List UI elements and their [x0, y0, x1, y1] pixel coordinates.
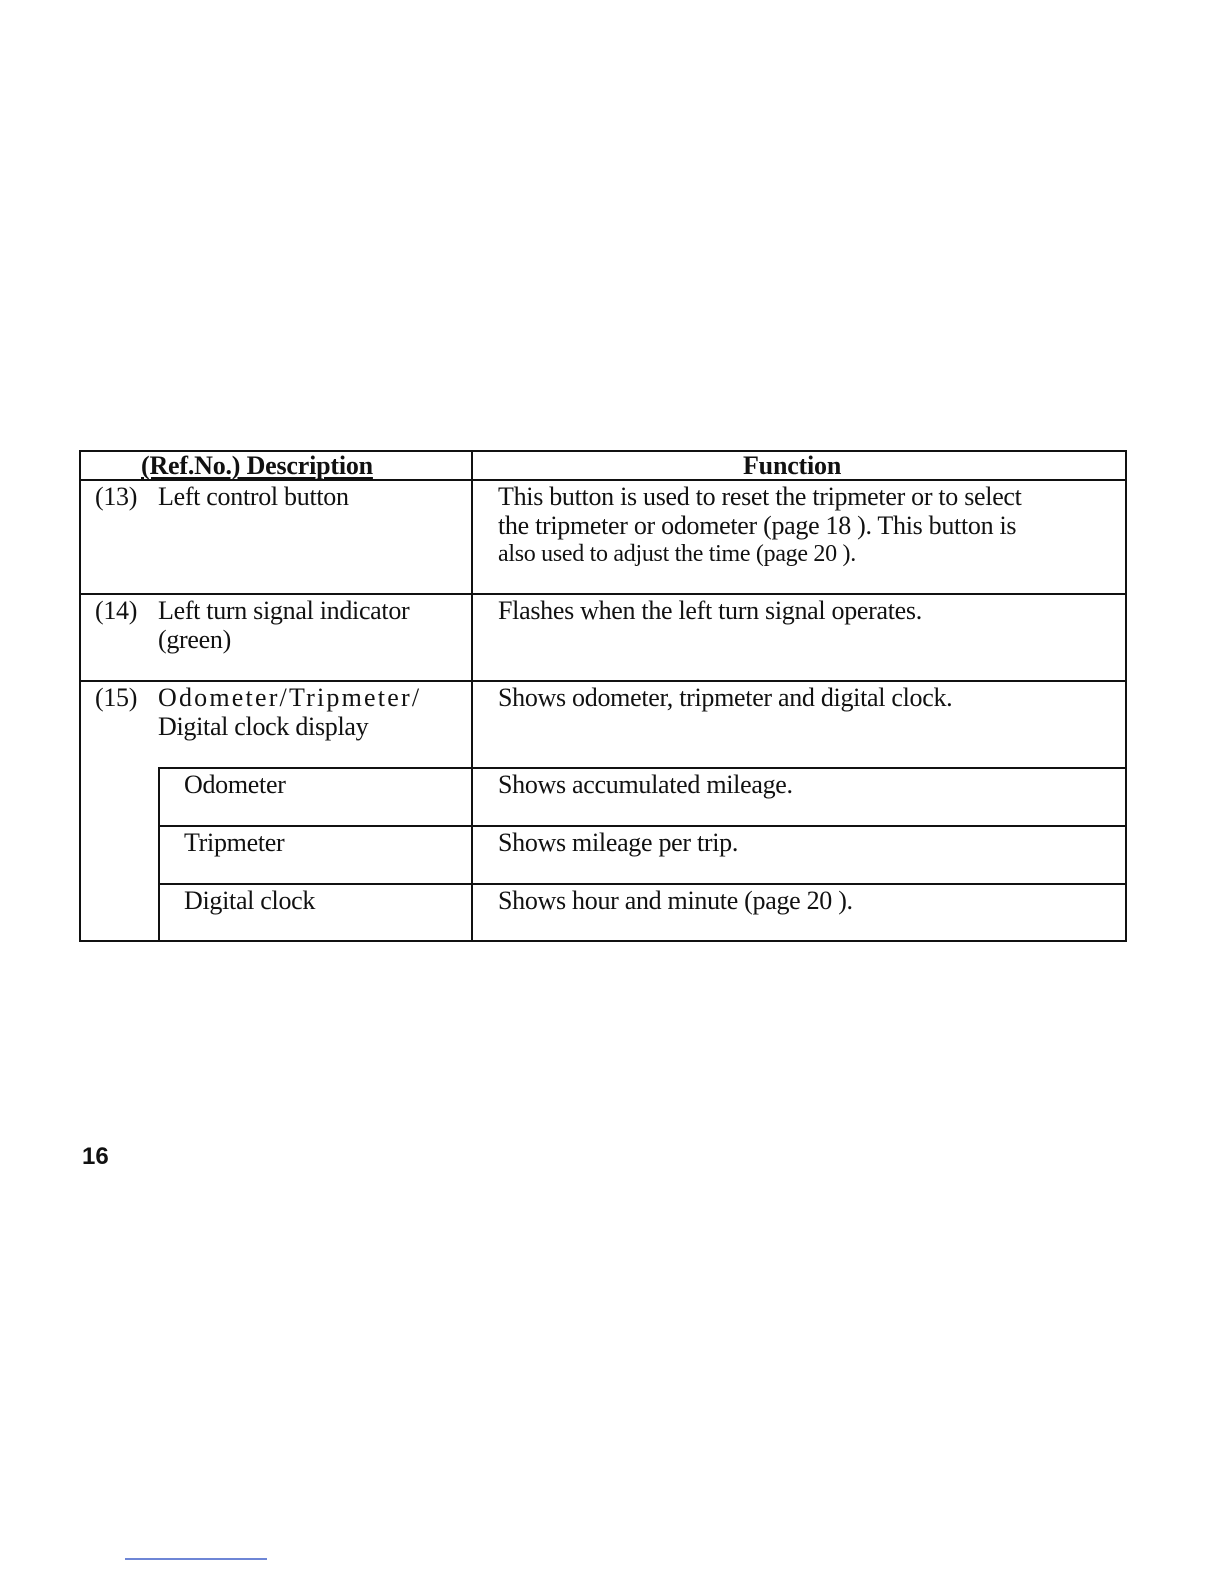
- ref-number: (15): [95, 683, 138, 712]
- description-text: (green): [158, 625, 231, 654]
- function-text: This button is used to reset the tripmeter or to select: [498, 482, 1022, 511]
- description-text: Digital clock display: [158, 712, 369, 741]
- description-text: Left control button: [158, 482, 349, 511]
- description-text: Odometer/Tripmeter/: [158, 683, 422, 712]
- subrow-function: Shows accumulated mileage.: [498, 770, 793, 799]
- description-column-header: (Ref.No.) Description: [141, 451, 373, 480]
- row-divider: [81, 680, 1125, 682]
- subrow-divider: [158, 883, 1125, 885]
- subrow-divider: [158, 767, 1125, 769]
- subrow-label: Tripmeter: [184, 828, 285, 857]
- ref-number: (13): [95, 482, 138, 511]
- column-divider: [471, 452, 473, 940]
- subrow-divider: [158, 825, 1125, 827]
- function-text: Shows odometer, tripmeter and digital clock.: [498, 683, 953, 712]
- subrow-left-border: [158, 767, 160, 940]
- subrow-label: Digital clock: [184, 886, 316, 915]
- function-column-header: Function: [743, 451, 842, 480]
- function-text: also used to adjust the time (page 20 ).: [498, 541, 856, 567]
- function-text: Flashes when the left turn signal operates.: [498, 596, 922, 625]
- bottom-rule: [125, 1558, 267, 1560]
- subrow-function: Shows hour and minute (page 20 ).: [498, 886, 853, 915]
- subrow-label: Odometer: [184, 770, 286, 799]
- row-divider: [81, 593, 1125, 595]
- page-number: 16: [82, 1143, 109, 1170]
- ref-number: (14): [95, 596, 138, 625]
- description-text: Left turn signal indicator: [158, 596, 410, 625]
- reference-table: [79, 450, 1127, 942]
- function-text: the tripmeter or odometer (page 18 ). This button is: [498, 511, 1017, 540]
- subrow-function: Shows mileage per trip.: [498, 828, 739, 857]
